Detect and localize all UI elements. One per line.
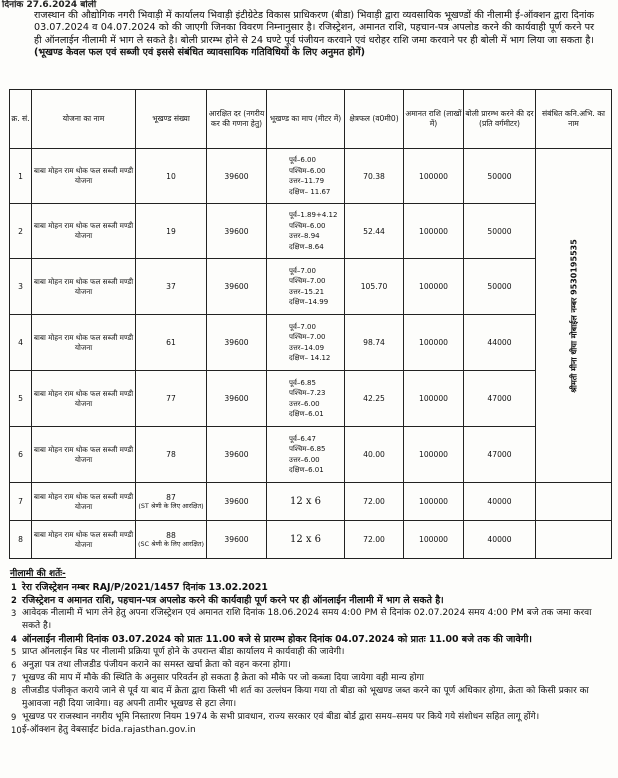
cell-area: 42.25: [345, 371, 404, 427]
cell-scheme: बाबा मोहन राम थोक फल सब्जी मण्डी योजना: [32, 259, 136, 315]
cell-emd: 100000: [404, 483, 464, 521]
cell-size: 12 x 6: [267, 521, 345, 559]
table-header-row: [10, 90, 612, 149]
cell-plot: 78: [136, 427, 207, 483]
plot-number: 87: [166, 492, 176, 502]
cell-size: [267, 259, 345, 315]
cell-emd: 100000: [404, 149, 464, 204]
condition-number: 8: [11, 686, 17, 696]
condition-item: [8, 633, 608, 646]
condition-text: ई-ऑक्शन हेतु वेबसाईट bida.rajasthan.gov.in: [22, 725, 196, 735]
size-north: उत्तर–11.79: [289, 177, 325, 185]
reserved-category: (SC श्रेणी के लिए आरक्षित): [138, 539, 204, 548]
cell-size: [267, 427, 345, 483]
cell-scheme: बाबा मोहन राम थोक फल सब्जी मण्डी योजना: [32, 149, 136, 204]
cell-bid: 47000: [464, 371, 536, 427]
condition-text: भूखण्ड की माप में मौके की स्थिति के अनुसार परिवर्तन हो सकता है क्रेता को मौके पर जो कब्जा दिया जायेगा वही मान्य होगा: [22, 673, 424, 683]
cell-sno: 1: [10, 149, 32, 204]
cell-plot: [136, 483, 207, 521]
cell-sno: 2: [10, 204, 32, 259]
table-row: [10, 521, 612, 559]
cell-rate: 39600: [207, 521, 267, 559]
size-west: पश्चिम–7.23: [289, 389, 326, 397]
header-area: क्षेत्रफल (व0मी0): [345, 90, 404, 149]
cell-rate: 39600: [207, 427, 267, 483]
condition-number: 1: [11, 582, 17, 592]
size-east: पूर्व–7.00: [289, 322, 316, 331]
condition-text: ऑनलाईन नीलामी दिनांक 03.07.2024 को प्रातः 11.00 बजे से प्रारम्भ होकर दिनांक 04.07.2024 को प्रातः 11.00 बजे तक की जावेगी।: [22, 634, 532, 645]
cell-size: [267, 149, 345, 204]
cell-area: 52.44: [345, 204, 404, 259]
cell-sno: 4: [10, 315, 32, 371]
condition-item: [8, 594, 608, 607]
table-row: [10, 204, 612, 259]
cell-scheme: बाबा मोहन राम थोक फल सब्जी मण्डी योजना: [32, 204, 136, 259]
table-row: [10, 483, 612, 521]
intro-paragraph: [34, 10, 594, 60]
cell-officer-empty: [536, 521, 612, 559]
cell-scheme: बाबा मोहन राम थोक फल सब्जी मण्डी योजना: [32, 371, 136, 427]
condition-item: [8, 724, 608, 737]
condition-text: अनुज्ञा पत्र तथा लीजडीड पंजीयन कराने का समस्त खर्चा क्रेता को वहन करना होगा।: [22, 660, 291, 670]
table-row: [10, 427, 612, 483]
size-east: पूर्व–6.00: [289, 156, 316, 164]
auction-conditions: [8, 568, 608, 737]
cell-bid: 50000: [464, 204, 536, 259]
size-west: पश्चिम–6.00: [289, 166, 326, 175]
cell-area: 105.70: [345, 259, 404, 315]
cell-plot: 61: [136, 315, 207, 371]
condition-number: 4: [11, 634, 17, 644]
cell-size: 12 x 6: [267, 483, 345, 521]
cell-emd: 100000: [404, 259, 464, 315]
size-east: पूर्व–6.47: [289, 434, 316, 443]
condition-text: लीजडीड पंजीकृत कराये जाने से पूर्व या बाद में क्रेता द्वारा किसी भी शर्त का उल्लंघन किया गया तो बीडा को भूखण्ड जब्त करने का पूर्ण अधिकार होगा, क्रेता को किसी प्रकार का मुआवजा नही दिया जावेगा। वह अपनी तामीर भूखण्ड से हटा लेगा।: [22, 686, 589, 709]
header-emd: अमानत राशि (लाखों में): [404, 90, 464, 149]
condition-item: [8, 659, 608, 672]
cell-size: [267, 315, 345, 371]
condition-item: [8, 711, 608, 724]
condition-number: 7: [11, 673, 17, 683]
condition-text: प्राप्त ऑनलाईन बिड पर नीलामी प्रक्रिया पूर्ण होने के उपरान्त बीडा कार्यालय मे कार्यवाही की जावेगी।: [22, 647, 345, 657]
condition-number: 10: [11, 725, 22, 735]
size-west: पश्चिम–6.85: [289, 445, 326, 453]
officer-contact: श्रीमती मीना धीया मोबाईल नम्बर 9530195535: [569, 238, 578, 393]
cell-sno: 6: [10, 427, 32, 483]
table-row: [10, 149, 612, 204]
condition-number: 3: [11, 608, 17, 618]
cell-bid: 50000: [464, 259, 536, 315]
size-south: दक्षिण–8.64: [289, 242, 324, 251]
size-south: दक्षिण–14.99: [289, 298, 329, 306]
cell-scheme: बाबा मोहन राम थोक फल सब्जी मण्डी योजना: [32, 315, 136, 371]
cell-plot: 10: [136, 149, 207, 204]
cell-sno: 3: [10, 259, 32, 315]
cell-size: [267, 204, 345, 259]
intro-note-bold: (भूखण्ड केवल फल एवं सब्जी एवं इससे संबंधित व्यावसायिक गतिविधियों के लिए अनुमत होगें): [34, 47, 366, 59]
cell-bid: 40000: [464, 483, 536, 521]
condition-item: [8, 685, 608, 711]
size-south: दक्षिण– 14.12: [289, 354, 331, 362]
condition-text: भूखण्ड पर राजस्थान नगरीय भूमि निस्तारण नियम 1974 के सभी प्रावधान, राज्य सरकार एवं बीडा बोर्ड द्वारा समय–समय पर किये गये संशोधन सहित लागू होंगे।: [22, 712, 540, 722]
condition-item: [8, 607, 608, 633]
size-north: उत्तर–15.21: [289, 287, 325, 296]
condition-number: 9: [11, 712, 17, 722]
cell-plot: [136, 521, 207, 559]
size-west: पश्चिम–7.00: [289, 333, 326, 341]
condition-text: रजिस्ट्रेशन व अमानत राशि, पहचान-पत्र अपलोड करने की कार्यवाही पूर्ण करने पर ही ऑनलाईन नीलामी में भाग ले सकते है।: [22, 595, 444, 606]
table-row: [10, 371, 612, 427]
cell-officer: [536, 149, 612, 483]
cropped-header-text: दिनांक 27.6.2024 बोली: [2, 0, 97, 10]
cell-plot: 37: [136, 259, 207, 315]
table-row: [10, 259, 612, 315]
cell-bid: 40000: [464, 521, 536, 559]
cell-rate: 39600: [207, 315, 267, 371]
cell-scheme: बाबा मोहन राम थोक फल सब्जी मण्डी योजना: [32, 427, 136, 483]
cell-sno: 7: [10, 483, 32, 521]
cell-area: 72.00: [345, 521, 404, 559]
header-officer: संबंधित कनि.अभि. का नाम: [536, 90, 612, 149]
cell-size: [267, 371, 345, 427]
cell-area: 72.00: [345, 483, 404, 521]
cell-plot: 19: [136, 204, 207, 259]
size-south: दक्षिण–6.01: [289, 410, 324, 418]
cell-bid: 50000: [464, 149, 536, 204]
cell-scheme: बाबा मोहन राम थोक फल सब्जी मण्डी योजना: [32, 521, 136, 559]
size-east: पूर्व–6.85: [289, 378, 316, 387]
plot-number: 88: [166, 530, 176, 540]
header-rate: आरक्षित दर (नगरीय कर की गणना हेतु): [207, 90, 267, 149]
cell-emd: 100000: [404, 204, 464, 259]
intro-text: राजस्थान की औद्योगिक नगरी भिवाड़ी में कार्यालय भिवाड़ी इंटीग्रेटेड विकास प्राधिकरण (बीडा) भिवाड़ी द्वारा व्यवसायिक भूखण्डों की नीलामी ई-ऑक्शन द्वारा दिनांक 03.07.2024 व 04.07.2024 को की जाएगी जिनका विवरण निम्नानुसार है। रजिस्ट्रेशन, अमानत राशि, पहचान-पत्र अपलोड करने की कार्यवाही पूर्ण करने पर ही ऑनलाईन नीलामी में भाग ले सकते है। बोली प्रारम्भ होने से 24 घण्टे पूर्व पंजीयन करवाने एवं धरोहर राशि जमा करवाने पर ही बोली में भाग लिया जा सकता है।: [34, 10, 594, 46]
header-scheme: योजना का नाम: [32, 90, 136, 149]
cell-scheme: बाबा मोहन राम थोक फल सब्जी मण्डी योजना: [32, 483, 136, 521]
cell-emd: 100000: [404, 521, 464, 559]
size-west: पश्चिम–7.00: [289, 277, 326, 285]
condition-number: 2: [11, 595, 17, 605]
table-row: [10, 315, 612, 371]
cell-rate: 39600: [207, 483, 267, 521]
size-east: पूर्व–7.00: [289, 266, 316, 275]
cell-officer-empty: [536, 483, 612, 521]
condition-text: रेरा रजिस्ट्रेशन नम्बर RAJ/P/2021/1457 दिनांक 13.02.2021: [22, 582, 268, 593]
cell-emd: 100000: [404, 315, 464, 371]
header-sno: क्र. सं.: [10, 90, 32, 149]
conditions-title: नीलामी की शर्तेः-: [10, 569, 66, 579]
condition-text: आवेदक नीलामी में भाग लेने हेतु अपना रजिस्ट्रेशन एवं अमानत राशि दिनांक 18.06.2024 समय 4:00 PM से दिनांक 02.07.2024 समय 4:00 PM बजे तक जमा करवा सकते है।: [22, 608, 592, 631]
size-north: उत्तर–14.09: [289, 343, 325, 352]
header-size: भूखण्ड का माप (मीटर में): [267, 90, 345, 149]
condition-number: 5: [11, 647, 17, 657]
cell-area: 98.74: [345, 315, 404, 371]
size-north: उत्तर–8.94: [289, 232, 320, 240]
cell-rate: 39600: [207, 204, 267, 259]
condition-number: 6: [11, 660, 17, 670]
size-south: दक्षिण– 11.67: [289, 187, 331, 196]
reserved-category: (ST श्रेणी के लिए आरक्षित): [138, 501, 204, 510]
size-north: उत्तर–6.00: [289, 455, 320, 464]
condition-item: [8, 646, 608, 659]
size-north: उत्तर–6.00: [289, 399, 320, 408]
cell-rate: 39600: [207, 371, 267, 427]
cell-area: 70.38: [345, 149, 404, 204]
cell-sno: 8: [10, 521, 32, 559]
cell-bid: 47000: [464, 427, 536, 483]
condition-item: [8, 581, 608, 594]
size-west: पश्चिम–6.00: [289, 221, 326, 230]
cell-bid: 44000: [464, 315, 536, 371]
cell-emd: 100000: [404, 371, 464, 427]
size-south: दक्षिण–6.01: [289, 466, 324, 474]
size-east: पूर्व–1.89+4.12: [289, 211, 338, 219]
condition-item: [8, 672, 608, 685]
cell-emd: 100000: [404, 427, 464, 483]
header-plot: भूखण्ड संख्या: [136, 90, 207, 149]
cell-plot: 77: [136, 371, 207, 427]
cell-sno: 5: [10, 371, 32, 427]
plots-table: [9, 89, 612, 559]
cell-rate: 39600: [207, 149, 267, 204]
cell-rate: 39600: [207, 259, 267, 315]
header-bid: बोली प्रारम्भ करने की दर (प्रति वर्गमीटर): [464, 90, 536, 149]
cell-area: 40.00: [345, 427, 404, 483]
